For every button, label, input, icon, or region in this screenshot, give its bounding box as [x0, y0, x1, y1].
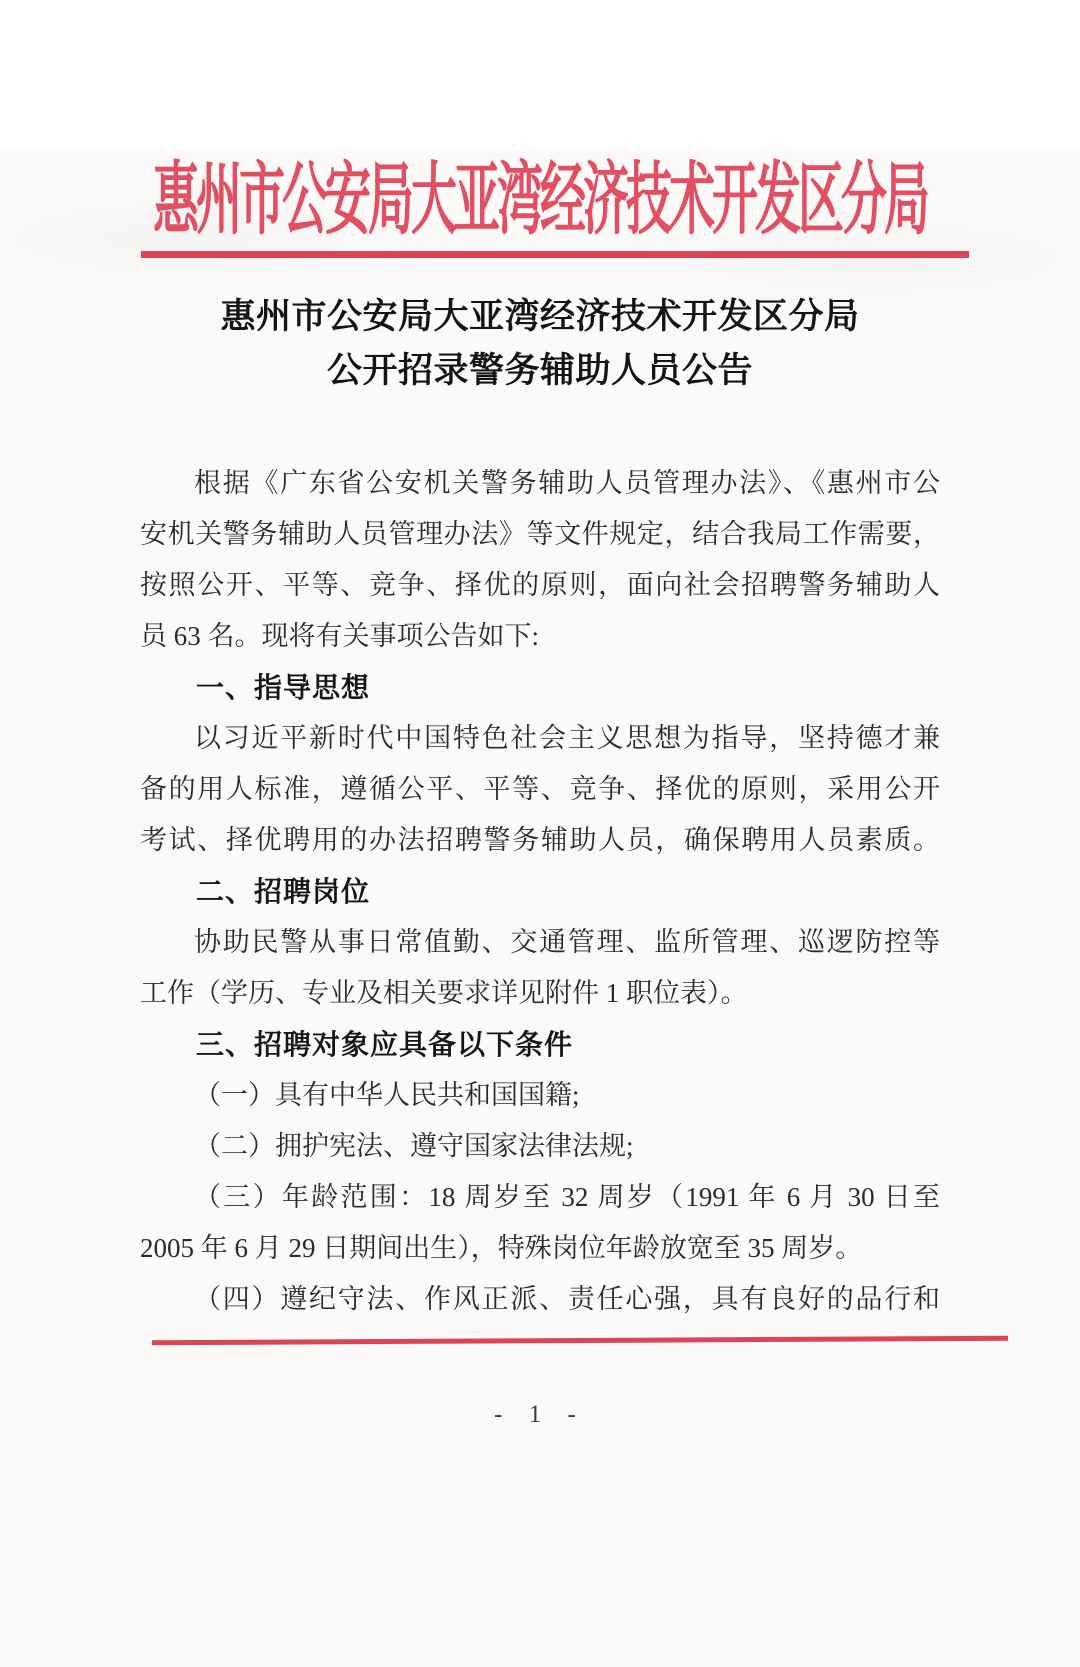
section-heading: 一、指导思想 [196, 672, 371, 703]
document-line: （一）具有中华人民共和国国籍; [194, 1080, 580, 1110]
document-line: 按照公开、平等、竞争、择优的原则，面向社会招聘警务辅助人 [140, 570, 940, 600]
section-heading: 三、招聘对象应具备以下条件 [196, 1029, 574, 1060]
letterhead-text: 惠州市公安局大亚湾经济技术开发区分局 [153, 155, 927, 244]
document-line: 安机关警务辅助人员管理办法》等文件规定，结合我局工作需要， [140, 519, 940, 549]
page [0, 148, 1080, 1667]
document-line: 考试、择优聘用的办法招聘警务辅助人员，确保聘用人员素质。 [140, 825, 940, 855]
letterhead [0, 148, 1080, 244]
document-line: 员 63 名。现将有关事项公告如下: [140, 621, 540, 651]
document-line: 协助民警从事日常值勤、交通管理、监所管理、巡逻防控等 [194, 927, 940, 957]
red-rule-bottom [152, 1336, 1008, 1345]
document-line: 根据《广东省公安机关警务辅助人员管理办法》、《惠州市公 [194, 468, 940, 498]
document-title [0, 290, 1080, 398]
document-line: （二）拥护宪法、遵守国家法律法规; [194, 1131, 634, 1161]
red-rule-top [141, 251, 969, 258]
section-heading: 二、招聘岗位 [196, 876, 371, 907]
page-number: - 1 - [494, 1401, 586, 1428]
document-line: （四）遵纪守法、作风正派、责任心强，具有良好的品行和 [194, 1284, 940, 1314]
document-line: 工作（学历、专业及相关要求详见附件 1 职位表）。 [140, 978, 748, 1008]
document-line: 2005 年 6 月 29 日期间出生），特殊岗位年龄放宽至 35 周岁。 [140, 1233, 863, 1263]
document-body [140, 458, 940, 1325]
document-line: （三）年龄范围：18 周岁至 32 周岁（1991 年 6 月 30 日至 [194, 1182, 940, 1212]
document-title-line1: 惠州市公安局大亚湾经济技术开发区分局 [220, 297, 860, 336]
document-line: 备的用人标准，遵循公平、平等、竞争、择优的原则，采用公开 [140, 774, 940, 804]
document-title-line2: 公开招录警务辅助人员公告 [326, 351, 753, 390]
document-line: 以习近平新时代中国特色社会主义思想为指导，坚持德才兼 [194, 723, 940, 753]
